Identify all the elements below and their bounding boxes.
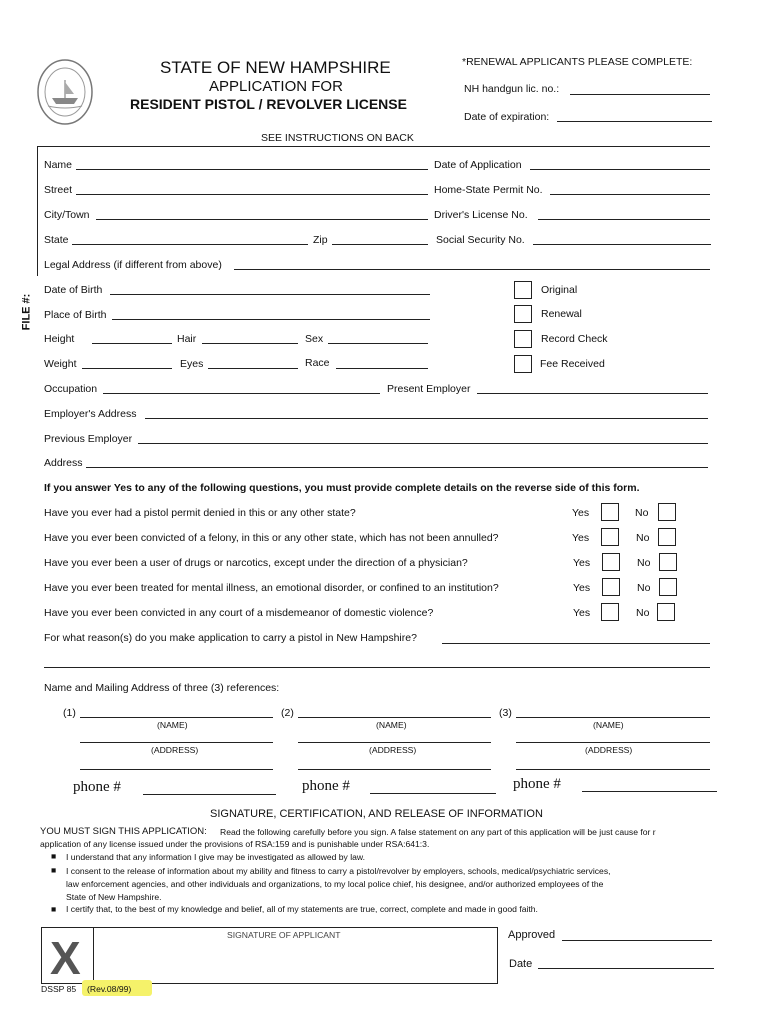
occupation-label: Occupation (44, 383, 98, 395)
sex-field[interactable] (328, 343, 428, 344)
record-check-label: Record Check (541, 333, 608, 345)
yes-label: Yes (572, 507, 590, 519)
license-type: RESIDENT PISTOL / REVOLVER LICENSE (130, 96, 407, 112)
date-of-birth-field[interactable] (110, 294, 430, 295)
address-field[interactable] (86, 467, 708, 468)
revision-number: (Rev.08/99) (87, 984, 132, 994)
question-4-no-checkbox[interactable] (659, 578, 677, 596)
yes-label: Yes (572, 532, 590, 544)
previous-employer-field[interactable] (138, 443, 708, 444)
question-4-yes-checkbox[interactable] (602, 578, 620, 596)
yes-label: Yes (573, 557, 591, 569)
state-field[interactable] (72, 244, 308, 245)
yes-label: Yes (573, 582, 591, 594)
no-label: No (637, 582, 651, 594)
city-town-label: City/Town (44, 209, 90, 221)
reference-3-phone-label: phone # (513, 776, 561, 792)
reason-field-line-2[interactable] (44, 667, 710, 668)
name-label: Name (44, 159, 73, 171)
employer-address-label: Employer's Address (44, 408, 137, 420)
date-of-birth-label: Date of Birth (44, 284, 103, 296)
expiration-field[interactable] (557, 121, 712, 122)
reason-question: For what reason(s) do you make application to carry a pistol in New Hampshire? (44, 632, 417, 644)
question-1-no-checkbox[interactable] (658, 503, 676, 521)
questions-intro: If you answer Yes to any of the following questions, you must provide complete details on the reverse side of this form. (44, 482, 640, 494)
reference-3-address-label: (ADDRESS) (585, 745, 633, 755)
signature-label: SIGNATURE OF APPLICANT (227, 930, 341, 940)
no-label: No (637, 557, 651, 569)
question-2: Have you ever been convicted of a felony, in this or any other state, which has not been annulled? (44, 532, 499, 544)
ssn-label: Social Security No. (436, 234, 525, 246)
question-1: Have you ever had a pistol permit denied in this or any other state? (44, 507, 356, 519)
reference-1-address-label: (ADDRESS) (151, 745, 199, 755)
bullet-2: I consent to the release of information about my ability and fitness to carry a pistol/revolver by employers, schools, medical/psychiatric services, (66, 866, 611, 876)
sex-label: Sex (305, 333, 324, 345)
approved-label: Approved (508, 929, 556, 941)
question-5: Have you ever been convicted in any court of a misdemeanor of domestic violence? (44, 607, 434, 619)
reference-3-address-field[interactable] (516, 742, 710, 743)
question-3-yes-checkbox[interactable] (602, 553, 620, 571)
zip-label: Zip (313, 234, 328, 246)
date-label: Date (509, 958, 533, 970)
warning-line-2: application of any license issued under the provisions of RSA:159 and is punishable under RSA:641:3. (40, 839, 430, 849)
bullet-icon: ■ (51, 904, 57, 914)
reference-1-address-field-2[interactable] (80, 769, 273, 770)
no-label: No (636, 532, 650, 544)
references-heading: Name and Mailing Address of three (3) references: (44, 682, 280, 694)
present-employer-label: Present Employer (387, 383, 471, 395)
bullet-icon: ■ (51, 851, 57, 861)
employer-address-field[interactable] (145, 418, 708, 419)
drivers-license-label: Driver's License No. (434, 209, 528, 221)
state-seal-icon (36, 58, 94, 126)
question-2-yes-checkbox[interactable] (601, 528, 619, 546)
must-sign-text: YOU MUST SIGN THIS APPLICATION: (40, 826, 207, 837)
race-label: Race (305, 357, 330, 369)
height-field[interactable] (92, 343, 172, 344)
original-checkbox[interactable] (514, 281, 532, 299)
name-field[interactable] (76, 169, 428, 170)
form-subtitle: APPLICATION FOR (209, 78, 343, 95)
handgun-lic-field[interactable] (570, 94, 710, 95)
renewal-label: Renewal (541, 308, 582, 320)
date-of-application-label: Date of Application (434, 159, 522, 171)
drivers-license-field[interactable] (538, 219, 710, 220)
reason-field[interactable] (442, 643, 710, 644)
street-field[interactable] (76, 194, 428, 195)
reference-2-name-field[interactable] (298, 717, 491, 718)
renewal-note: *RENEWAL APPLICANTS PLEASE COMPLETE: (462, 56, 693, 68)
zip-field[interactable] (332, 244, 428, 245)
bullet-icon: ■ (51, 865, 57, 875)
reference-1-phone-field[interactable] (143, 794, 276, 795)
place-of-birth-field[interactable] (112, 319, 430, 320)
date-field[interactable] (538, 968, 714, 969)
hair-label: Hair (177, 333, 197, 345)
reference-3-phone-field[interactable] (582, 791, 717, 792)
height-label: Height (44, 333, 75, 345)
weight-label: Weight (44, 358, 77, 370)
present-employer-field[interactable] (477, 393, 708, 394)
reference-1-name-label: (NAME) (157, 720, 188, 730)
expiration-label: Date of expiration: (464, 111, 550, 123)
question-3: Have you ever been a user of drugs or narcotics, except under the direction of a physician? (44, 557, 468, 569)
question-2-no-checkbox[interactable] (658, 528, 676, 546)
signature-heading: SIGNATURE, CERTIFICATION, AND RELEASE OF INFORMATION (210, 808, 543, 820)
file-number-label: FILE #: (20, 293, 33, 331)
race-field[interactable] (336, 368, 428, 369)
record-check-checkbox[interactable] (514, 330, 532, 348)
left-margin-rule (37, 146, 38, 276)
state-label: State (44, 234, 69, 246)
warning-line-1: Read the following carefully before you sign. A false statement on any part of this application will be just cause for r (220, 827, 656, 837)
hair-field[interactable] (202, 343, 298, 344)
city-town-field[interactable] (96, 219, 428, 220)
home-state-permit-label: Home-State Permit No. (434, 184, 543, 196)
form-code: DSSP 85 (41, 984, 77, 994)
bullet-1: I understand that any information I give may be investigated as allowed by law. (66, 852, 366, 862)
reference-2-address-field[interactable] (298, 742, 491, 743)
home-state-permit-field[interactable] (550, 194, 710, 195)
address-label: Address (44, 457, 83, 469)
date-of-application-field[interactable] (530, 169, 710, 170)
reference-1-name-field[interactable] (80, 717, 273, 718)
reference-3-name-field[interactable] (516, 717, 710, 718)
question-4: Have you ever been treated for mental illness, an emotional disorder, or confined to an institution? (44, 582, 499, 594)
question-1-yes-checkbox[interactable] (601, 503, 619, 521)
approved-field[interactable] (562, 940, 712, 941)
occupation-field[interactable] (103, 393, 380, 394)
street-label: Street (44, 184, 73, 196)
place-of-birth-label: Place of Birth (44, 309, 107, 321)
legal-address-label: Legal Address (if different from above) (44, 259, 222, 271)
question-3-no-checkbox[interactable] (659, 553, 677, 571)
fee-received-checkbox[interactable] (514, 355, 532, 373)
reference-3-number: (3) (499, 707, 512, 719)
reference-2-phone-label: phone # (302, 778, 350, 794)
yes-label: Yes (573, 607, 591, 619)
eyes-field[interactable] (208, 368, 298, 369)
legal-address-field[interactable] (234, 269, 710, 270)
eyes-label: Eyes (180, 358, 204, 370)
ssn-field[interactable] (533, 244, 711, 245)
reference-2-phone-field[interactable] (370, 793, 496, 794)
handgun-lic-label: NH handgun lic. no.: (464, 83, 560, 95)
no-label: No (635, 507, 649, 519)
reference-1-phone-label: phone # (73, 779, 121, 795)
question-5-no-checkbox[interactable] (657, 603, 675, 621)
form-title: STATE OF NEW HAMPSHIRE (160, 58, 391, 77)
reference-1-address-field[interactable] (80, 742, 273, 743)
reference-2-address-label: (ADDRESS) (369, 745, 417, 755)
no-label: No (636, 607, 650, 619)
weight-field[interactable] (82, 368, 172, 369)
bullet-2-continued-2: State of New Hampshire. (66, 892, 162, 902)
reference-2-number: (2) (281, 707, 294, 719)
reference-3-address-field-2[interactable] (516, 769, 710, 770)
reference-2-name-label: (NAME) (376, 720, 407, 730)
reference-1-number: (1) (63, 707, 76, 719)
reference-2-address-field-2[interactable] (298, 769, 491, 770)
reference-3-name-label: (NAME) (593, 720, 624, 730)
instructions-note: SEE INSTRUCTIONS ON BACK (261, 132, 414, 144)
bullet-3: I certify that, to the best of my knowledge and belief, all of my statements are true, correct, complete and made in good faith. (66, 904, 538, 914)
bullet-2-continued: law enforcement agencies, and other individuals and organizations, to my local police chief, his designee, and/or authorized employees of the (66, 879, 604, 889)
header-divider (37, 146, 710, 147)
original-label: Original (541, 284, 578, 296)
fee-received-label: Fee Received (540, 358, 605, 370)
renewal-checkbox[interactable] (514, 305, 532, 323)
previous-employer-label: Previous Employer (44, 433, 133, 445)
sign-here-mark: X (41, 927, 94, 982)
question-5-yes-checkbox[interactable] (601, 603, 619, 621)
